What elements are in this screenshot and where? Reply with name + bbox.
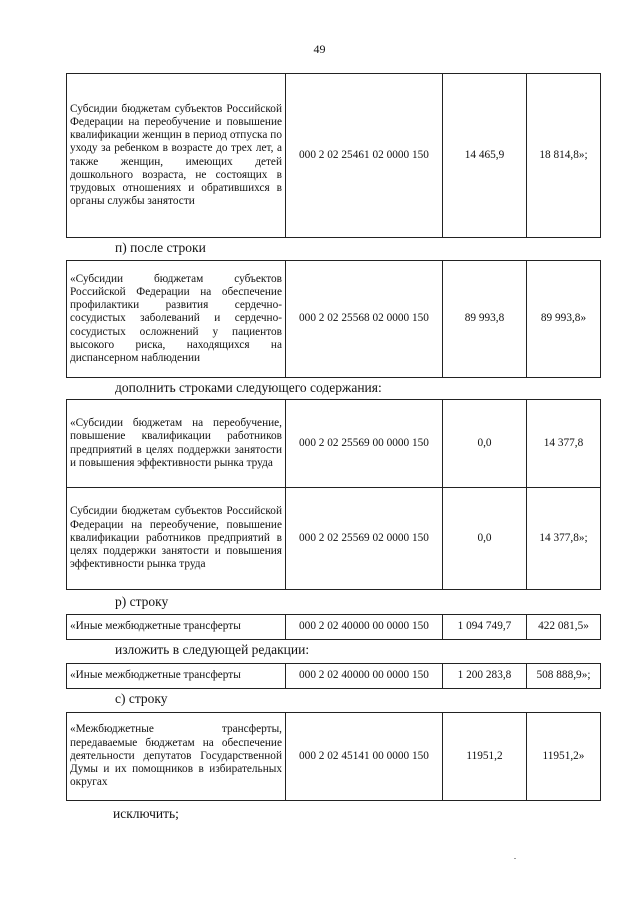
row-value-1: 1 200 283,8 bbox=[443, 664, 527, 689]
row-code: 000 2 02 25461 02 0000 150 bbox=[286, 74, 443, 238]
row-value-1: 14 465,9 bbox=[443, 74, 527, 238]
row-value-2: 14 377,8 bbox=[527, 400, 601, 488]
row-value-2: 14 377,8»; bbox=[527, 488, 601, 590]
table-row bbox=[67, 664, 601, 689]
row-value-1: 89 993,8 bbox=[443, 261, 527, 378]
table-row bbox=[67, 400, 601, 488]
budget-table-6 bbox=[66, 712, 601, 801]
row-code: 000 2 02 40000 00 0000 150 bbox=[286, 664, 443, 689]
budget-table-4 bbox=[66, 614, 601, 640]
row-value-2: 18 814,8»; bbox=[527, 74, 601, 238]
row-name: «Субсидии бюджетам на переобучение, повышение квалификации работников предприятий в целях поддержки занятости и повышения эффективности рынка труда bbox=[67, 400, 286, 488]
instruction-after-row: п) после строки bbox=[115, 240, 206, 255]
budget-table-5 bbox=[66, 663, 601, 689]
table-row bbox=[67, 74, 601, 238]
row-value-1: 0,0 bbox=[443, 400, 527, 488]
row-name: «Межбюджетные трансферты, передаваемые бюджетам на обеспечение деятельности депутатов Государственной Думы и их помощников в избирательных округах bbox=[67, 713, 286, 801]
row-value-2: 89 993,8» bbox=[527, 261, 601, 378]
row-value-2: 508 888,9»; bbox=[527, 664, 601, 689]
budget-table-2 bbox=[66, 260, 601, 378]
row-name: «Иные межбюджетные трансферты bbox=[67, 615, 286, 640]
instruction-row-r: р) строку bbox=[115, 594, 169, 609]
row-code: 000 2 02 45141 00 0000 150 bbox=[286, 713, 443, 801]
instruction-supplement: дополнить строками следующего содержания: bbox=[115, 380, 382, 395]
scan-speck bbox=[514, 858, 516, 859]
budget-table-3 bbox=[66, 399, 601, 590]
instruction-exclude: исключить; bbox=[113, 806, 179, 821]
page-number: 49 bbox=[313, 42, 326, 56]
row-code: 000 2 02 25568 02 0000 150 bbox=[286, 261, 443, 378]
instruction-row-s: с) строку bbox=[115, 691, 168, 706]
row-code: 000 2 02 25569 00 0000 150 bbox=[286, 400, 443, 488]
row-code: 000 2 02 25569 02 0000 150 bbox=[286, 488, 443, 590]
row-name: «Иные межбюджетные трансферты bbox=[67, 664, 286, 689]
row-value-1: 0,0 bbox=[443, 488, 527, 590]
row-name: «Субсидии бюджетам субъектов Российской Федерации на обеспечение профилактики развития сердечно-сосудистых заболеваний и сердечно-сосудистых осложнений у пациентов высокого риска, находящихся на диспансерном наблюдении bbox=[67, 261, 286, 378]
row-value-1: 11951,2 bbox=[443, 713, 527, 801]
instruction-restate: изложить в следующей редакции: bbox=[115, 642, 310, 657]
row-value-2: 422 081,5» bbox=[527, 615, 601, 640]
budget-table-1 bbox=[66, 73, 601, 238]
table-row bbox=[67, 713, 601, 801]
table-row bbox=[67, 615, 601, 640]
row-name: Субсидии бюджетам субъектов Российской Федерации на переобучение, повышение квалификации работников предприятий в целях поддержки занятости и повышения эффективности рынка труда bbox=[67, 488, 286, 590]
row-value-1: 1 094 749,7 bbox=[443, 615, 527, 640]
row-name: Субсидии бюджетам субъектов Российской Федерации на переобучение и повышение квалификации женщин в период отпуска по уходу за ребенком в возрасте до трех лет, а также женщин, имеющих детей дошкольного возраста, не состоящих в трудовых отношениях и обратившихся в органы службы занятости bbox=[67, 74, 286, 238]
row-value-2: 11951,2» bbox=[527, 713, 601, 801]
table-row bbox=[67, 261, 601, 378]
row-code: 000 2 02 40000 00 0000 150 bbox=[286, 615, 443, 640]
table-row bbox=[67, 488, 601, 590]
